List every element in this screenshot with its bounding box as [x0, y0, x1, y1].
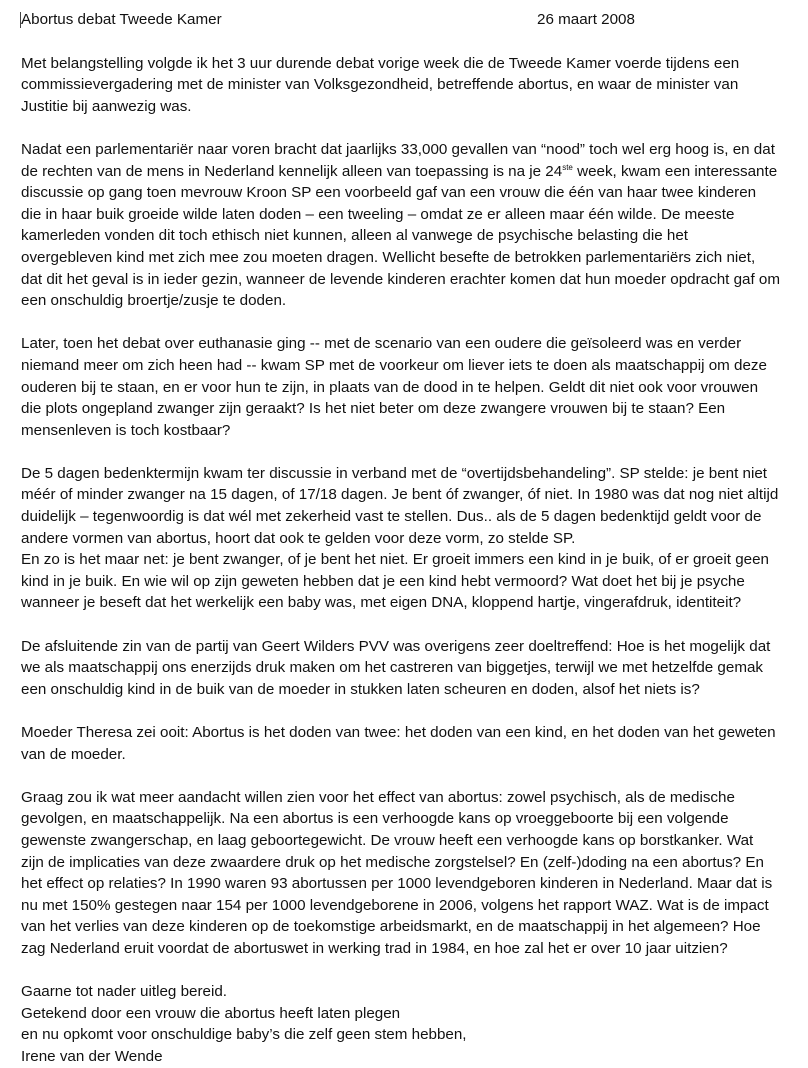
paragraph-quote: [21, 722, 801, 765]
text-line: Later, toen het debat over euthanasie ging -- met de scenario van een oudere die geïsoleerd was en verder: [21, 335, 742, 353]
text-line: [21, 161, 801, 183]
text-cursor: [20, 12, 21, 28]
text-line: Met belangstelling volgde ik het 3 uur durende debat vorige week die de Tweede Kamer voerde tijdens een: [21, 54, 740, 72]
text-line: kamerleden vonden dit toch ethisch niet kunnen, alleen al vanwege de psychische belasting die het: [21, 227, 689, 245]
text-line: die in haar buik groeide wilde laten doden – een tweeling – omdat ze er alleen maar één wilde. De meeste: [21, 205, 735, 223]
text-line: gewenste zwangerschap, en laag geboortegewicht. De vrouw heeft een verhoogde kans op borstkanker. Wat: [21, 831, 754, 849]
text-line: dat dit het geval is in ieder gezin, wanneer de levende kinderen erachter komen dat hun moeder opdracht gaf om: [21, 270, 781, 288]
text-line: niemand meer om zich heen had -- kwam SP met de voorkeur om liever iets te doen als maatschappij om deze: [21, 356, 767, 374]
text-line: andere vormen van abortus, hoort dat ook te gelden voor deze vorm, zo stelde SP.: [21, 529, 576, 547]
text-line: commissievergadering met de minister van Volksgezondheid, betreffende abortus, en waar de minister van: [21, 76, 739, 94]
paragraph-intro: [21, 53, 801, 118]
text-line: mensenleven is toch kostbaar?: [21, 421, 231, 439]
text-line: duidelijk – tegenwoordig is dat wél met zekerheid vast te stellen. Dus.. als de 5 dagen bedenktijd geldt voor de: [21, 508, 762, 526]
text-line: Moeder Theresa zei ooit: Abortus is het doden van twee: het doden van een kind, en het doden van het geweten: [21, 724, 776, 741]
text-line: nu met 150% gestegen naar 154 per 1000 levendgeborene in 2006, volgens het rapport WAZ. Wat is de impact: [21, 896, 769, 914]
superscript: ste: [562, 162, 573, 172]
document-header: [21, 9, 801, 31]
author-name: Irene van der Wende: [21, 1047, 163, 1065]
text-segment: de rechten van de mens in Nederland kennelijk alleen van toepassing is na je 24: [21, 162, 563, 180]
text-line: overgebleven kind met zich mee zou moeten dragen. Wellicht besefte de betrokken parlementariërs zich niet,: [21, 248, 756, 266]
document-date: 26 maart 2008: [537, 11, 635, 28]
text-line: ouderen bij te staan, en er voor hun te zijn, in plaats van de dood in te helpen. Geldt dit niet ook voor vrouwen: [21, 378, 759, 396]
text-line: kind in je buik. En wie wil op zijn geweten hebben dat je een kind hebt vermoord? Wat doet het bij je psyche: [21, 572, 745, 590]
text-line: De 5 dagen bedenktermijn kwam ter discussie in verband met de “overtijdsbehandeling”. SP stelde: je bent niet: [21, 464, 768, 482]
text-line: die plots ongepland zwanger zijn geraakt? Is het niet beter om deze zwangere vrouwen bij te staan? Een: [21, 400, 726, 418]
paragraph-effects: [21, 787, 801, 960]
text-line: van het verlies van deze kinderen op de toekomstige arbeidsmarkt, en de maatschappij in het algemeen? Hoe: [21, 918, 761, 936]
paragraph-reflection-period: [21, 463, 801, 614]
text-line: van de moeder.: [21, 745, 126, 763]
text-line: we als maatschappij ons enerzijds druk maken om het castreren van biggetjes, terwijl we met hetzelfde gemak: [21, 659, 764, 677]
text-line: méér of minder zwanger na 15 dagen, of 17/18 dagen. Je bent óf zwanger, óf niet. In 1980 was dat nog niet altijd: [21, 486, 779, 504]
text-line: zijn de implicaties van deze zwaardere druk op het medische zorgstelsel? En (zelf-)doding na een abortus? En: [21, 853, 764, 871]
text-line: wanneer je beseft dat het werkelijk een baby was, met eigen DNA, kloppend hartje, vingerafdruk, identiteit?: [21, 594, 742, 612]
closing-signature: [21, 981, 801, 1067]
paragraph-pvv: [21, 636, 801, 701]
text-line: zag Nederland eruit voordat de abortuswet in werking trad in 1984, en hoe zal het er over 10 jaar uitzien?: [21, 939, 728, 957]
text-line: gevolgen, en maatschappelijk. Na een abortus is een verhoogde kans op vroeggeboorte bij een volgende: [21, 810, 729, 828]
text-line: en nu opkomt voor onschuldige baby’s die zelf geen stem hebben,: [21, 1026, 467, 1044]
text-line: Justitie bij aanwezig was.: [21, 97, 192, 115]
text-line: discussie op gang toen mevrouw Kroon SP een voorbeeld gaf van een vrouw die één van haar twee kinderen: [21, 184, 757, 202]
text-line: een onschuldig broertje/zusje te doden.: [21, 292, 287, 310]
text-line: Getekend door een vrouw die abortus heeft laten plegen: [21, 1004, 401, 1022]
text-line: het effect op relaties? In 1990 waren 93 abortussen per 1000 levendgeboren kinderen in Nederland. Maar dat is: [21, 875, 773, 893]
text-segment: week, kwam een interessante: [572, 162, 778, 180]
text-line: En zo is het maar net: je bent zwanger, of je bent het niet. Er groeit immers een kind in je buik, of er groeit geen: [21, 551, 769, 569]
text-line: Graag zou ik wat meer aandacht willen zien voor het effect van abortus: zowel psychisch, als de medische: [21, 788, 735, 806]
text-line: Nadat een parlementariër naar voren bracht dat jaarlijks 33,000 gevallen van “nood” toch wel erg hoog is, en dat: [21, 140, 775, 158]
text-line: een onschuldig kind in de buik van de moeder in stukken laten scheuren en doden, alsof het niets is?: [21, 680, 700, 698]
text-line: Gaarne tot nader uitleg bereid.: [21, 983, 228, 1001]
document-title: Abortus debat Tweede Kamer: [21, 11, 222, 28]
text-line: De afsluitende zin van de partij van Geert Wilders PVV was overigens zeer doeltreffend: Hoe is het mogelijk dat: [21, 637, 771, 655]
paragraph-emergency-cases: [21, 139, 801, 312]
paragraph-euthanasia: [21, 333, 801, 441]
